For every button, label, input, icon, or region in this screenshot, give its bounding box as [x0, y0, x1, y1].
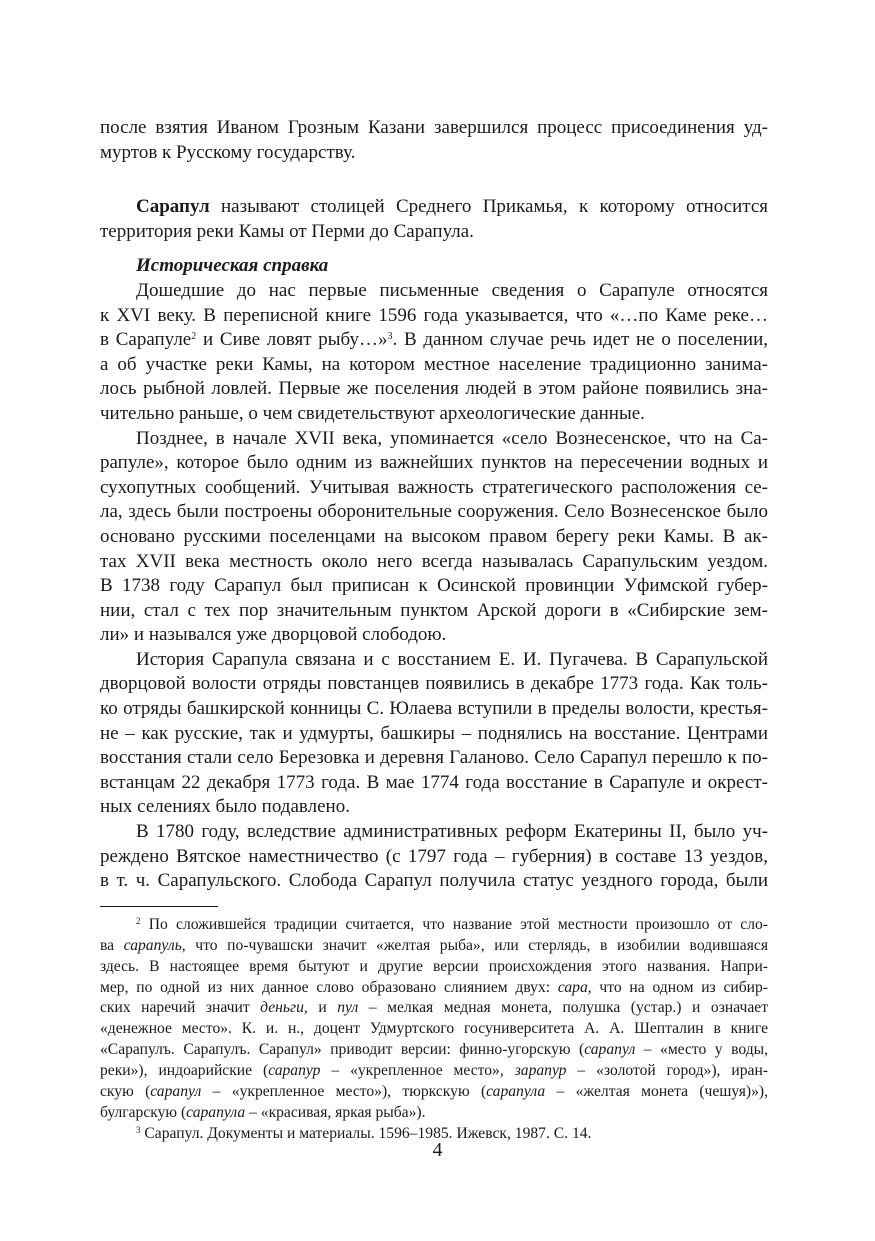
intro-paragraph: [100, 116, 768, 165]
footnote-line: $^3$ Сарапул. Документы и материалы. 1596–1985. Ижевск, 1987. С. 14.: [136, 1124, 592, 1142]
text-line: История Сарапула связана и с восстанием Е. И. Пугачева. В Сарапульской: [136, 648, 768, 670]
text-line: В 1738 году Сарапул был приписан к Осинской провинции Уфимской губер-: [100, 575, 768, 597]
paragraph-4: [100, 820, 768, 894]
text-line: а об участке реки Камы, на котором местное население традиционно занима-: [100, 353, 768, 375]
text-line: сухопутных сообщений. Учитывая важность стратегического расположения се-: [100, 476, 768, 498]
sarapul-bold: Сарапул: [136, 196, 210, 218]
text-line: не – как русские, так и удмурты, башкиры – поднялись на восстание. Центрами: [100, 722, 768, 744]
text-line: территория реки Камы от Перми до Сарапула.: [100, 220, 474, 242]
page-number: 4: [432, 1139, 443, 1161]
text-line: Позднее, в начале XVII века, упоминается «село Вознесенское, что на Са-: [136, 427, 768, 449]
text-line: муртов к Русскому государству.: [100, 141, 356, 163]
paragraph-3: [100, 648, 768, 820]
footnote-line: скую (сарапул – «укрепленное место»), тюркскую (сарапула – «желтая монета (чешуя)»),: [100, 1083, 768, 1101]
footnote-line: мер, по одной из них данное слово образовано слиянием двух: сара, что на одном из сибир-: [100, 978, 768, 996]
page-body: [100, 116, 768, 1145]
text-line: тах XVII века местность около него всегда называлась Сарапульским уездом.: [100, 550, 768, 572]
text-line: встанцам 22 декабря 1773 года. В мае 1774 года восстание в Сарапуле и окрест-: [100, 771, 768, 793]
text-line: Дошедшие до нас первые письменные сведения о Сарапуле относятся: [136, 279, 768, 301]
text-line: ных селениях было подавлено.: [100, 796, 350, 818]
footnote-line: здесь. В настоящее время бытуют и другие версии происхождения этого названия. Напри-: [100, 957, 768, 975]
text-line: после взятия Иваном Грозным Казани завершился процесс присоединения уд-: [100, 117, 768, 138]
text-line: в т. ч. Сарапульского. Слобода Сарапул получила статус уездного города, были: [100, 870, 768, 892]
text-line: реждено Вятское наместничество (с 1797 года – губерния) в составе 13 уездов,: [100, 845, 768, 867]
text-line: В 1780 году, вследствие административных реформ Екатерины II, было уч-: [136, 821, 768, 843]
footnote-line: реки»), индоарийские (сарапур – «укрепленное место», зарапур – «золотой город»), иран-: [100, 1062, 768, 1080]
footnote-ref-2[interactable]: 2: [191, 331, 197, 343]
text-line: основано русскими поселенцами на высоком правом берегу реки Камы. В ак-: [100, 525, 768, 547]
text-line: рапуле», которое было одним из важнейших пунктов на пересечении водных и: [100, 452, 768, 474]
footnote-divider: [100, 906, 218, 907]
footnote-line: «денежное место». К. и. н., доцент Удмуртского госуниверситета А. А. Шепталин в книге: [100, 1020, 768, 1038]
footnote-ref-3[interactable]: 3: [387, 331, 393, 343]
text-line: нии, стал с тех пор значительным пунктом Арской дороги в «Сибирские зем-: [100, 599, 768, 621]
footnote-line: ва сарапуль, что по-чувашски значит «желтая рыба», или стерлядь, в изобилии водившаяся: [100, 936, 768, 954]
text-line: ла, здесь были построены оборонительные сооружения. Село Вознесенское было: [100, 501, 768, 523]
text-line: ли» и назывался уже дворцовой слободою.: [100, 624, 447, 646]
footnote-line: ских наречий значит деньги, и пул – мелкая медная монета, полушка (устар.) и означает: [100, 999, 769, 1017]
text-line: лось рыбной ловлей. Первые же поселения людей в этом районе появились зна-: [100, 378, 768, 400]
section-heading: Историческая справка: [136, 255, 329, 277]
text-line: Сарапул называют столицей Среднего Прикамья, к которому относится: [136, 196, 768, 218]
footnote-line: $^2$ По сложившейся традиции считается, что название этой местности произошло от сло-: [136, 915, 768, 933]
text-line: к XVI веку. В переписной книге 1596 года указывается, что «…по Каме реке…: [100, 304, 768, 326]
footnote-2: [100, 915, 768, 1124]
text-line: в Сарапуле$^2$ и Сиве ловят рыбу…»$^3$. В данном случае речь идет не о поселении,: [100, 329, 768, 351]
text-line: чительно раньше, о чем свидетельствуют археологические данные.: [100, 402, 645, 424]
text-line: восстания стали село Березовка и деревня Галаново. Село Сарапул перешло к по-: [100, 747, 768, 769]
footnote-line: «Сарапулъ. Сарапулъ. Сарапул» приводит версии: финно-угорскую (сарапул – «место у воды,: [100, 1041, 769, 1059]
sarapul-paragraph: [100, 195, 768, 244]
paragraph-2: [100, 427, 768, 648]
text-line: ко отряды башкирской конницы С. Юлаева вступили в пределы волости, крестья-: [100, 698, 768, 720]
paragraph-1: [100, 279, 768, 427]
footnote-line: булгарскую (сарапула – «красивая, яркая рыба»).: [100, 1103, 426, 1121]
text-line: дворцовой волости отряды повстанцев появились в декабре 1773 года. Как толь-: [100, 673, 768, 695]
